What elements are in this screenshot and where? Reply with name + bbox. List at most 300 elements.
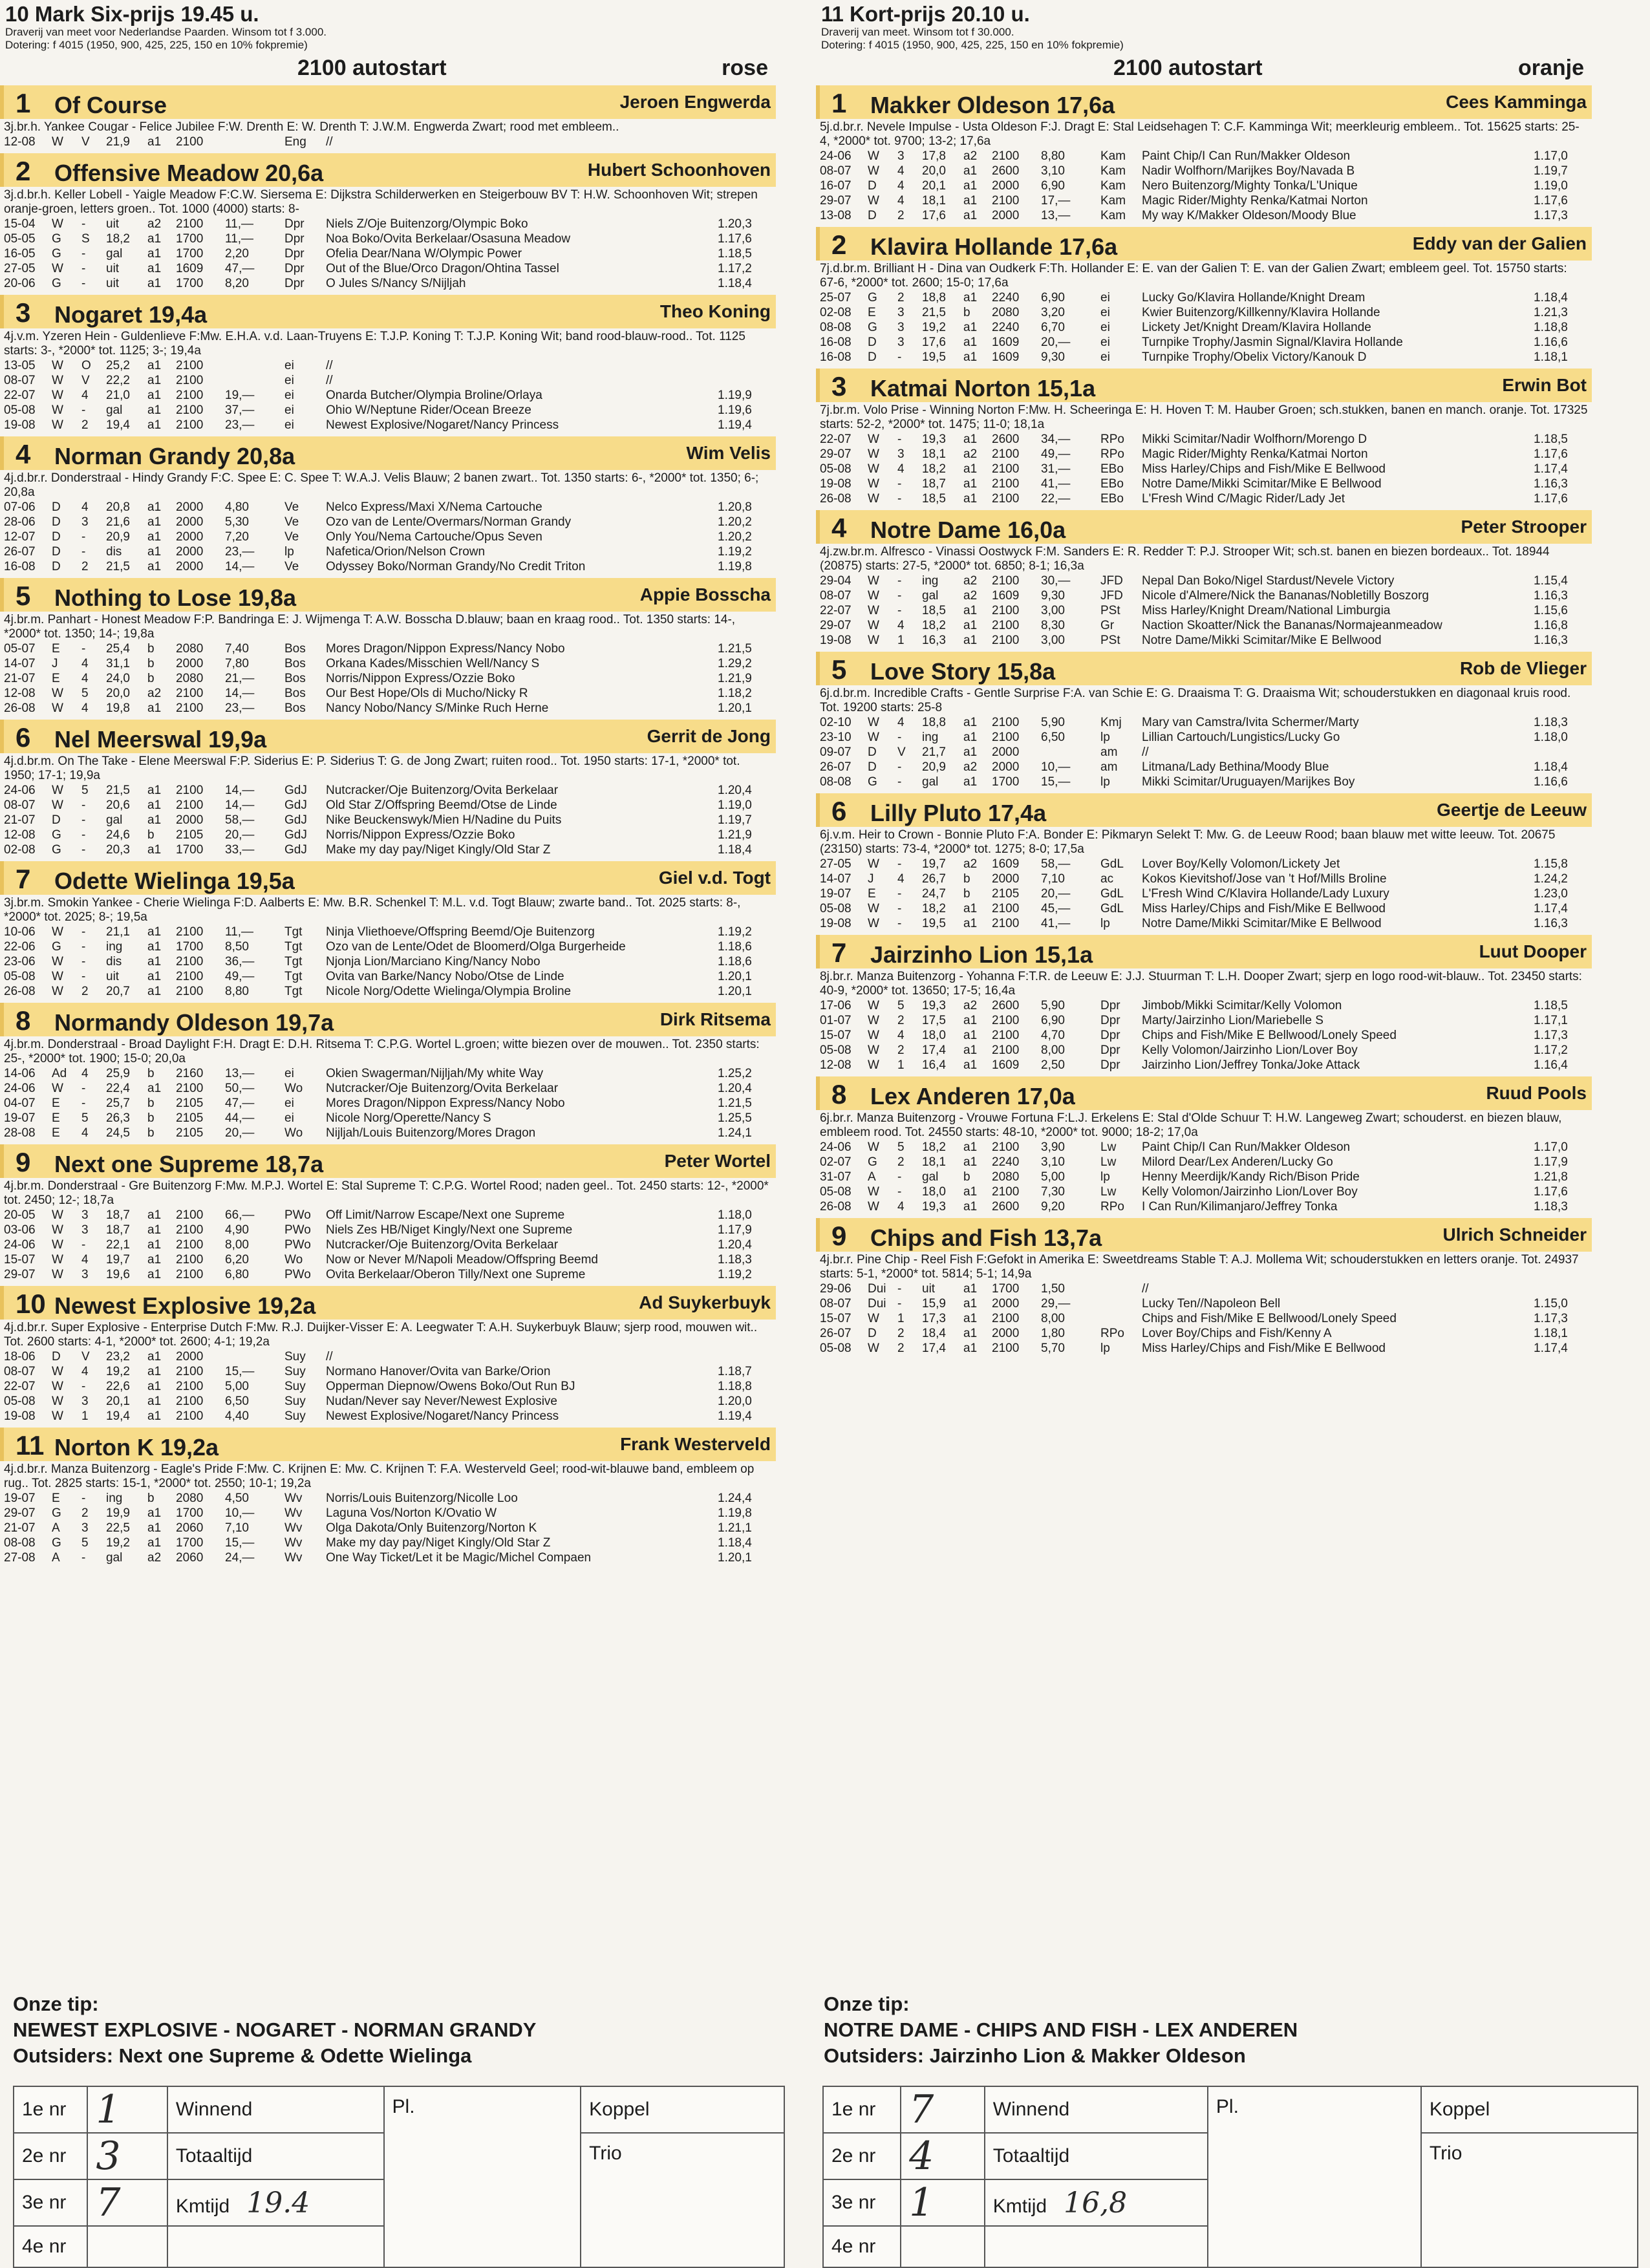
horse-number: 5 bbox=[16, 581, 31, 611]
result-top-three: Nepal Dan Boko/Nigel Stardust/Nevele Victory bbox=[1142, 574, 1395, 588]
result-prize: 17,— bbox=[1041, 194, 1071, 208]
result-best-time: 1.19,4 bbox=[718, 1409, 752, 1423]
result-best-time: 1.18,5 bbox=[718, 247, 752, 261]
result-top-three: Opperman Diepnow/Owens Boko/Out Run BJ bbox=[326, 1380, 575, 1393]
result-position: - bbox=[897, 350, 902, 364]
horse-results bbox=[816, 998, 1592, 1073]
result-top-three: Njonja Lion/Marciano King/Nancy Nobo bbox=[326, 955, 541, 968]
bet-type-cell[interactable] bbox=[167, 2086, 384, 2133]
result-row bbox=[4, 1394, 772, 1409]
result-distance: 2100 bbox=[992, 462, 1020, 476]
result-row bbox=[820, 1199, 1588, 1214]
result-date: 24-06 bbox=[820, 1140, 852, 1154]
result-top-three: Paint Chip/I Can Run/Makker Oldeson bbox=[1142, 1140, 1351, 1154]
result-date: 05-08 bbox=[4, 970, 36, 983]
result-driver: ei bbox=[284, 403, 294, 417]
bet-row-label: 3e nr bbox=[823, 2179, 901, 2226]
result-start: b bbox=[147, 1097, 155, 1110]
horse-pedigree-info: 4j.d.br.r. Manza Buitenzorg - Eagle's Pride F:Mw. C. Krijnen E: Mw. C. Krijnen T: F.A. Westerveld Geel; rood-wit-blauwe band, embleem op rug.. Tot. 2825 starts: 15-1, *2000* tot. 2550; 10-1; 19,2a bbox=[4, 1462, 755, 1490]
result-position: 4 bbox=[81, 672, 89, 685]
result-distance: 2100 bbox=[176, 1409, 204, 1423]
result-driver: ei bbox=[284, 1097, 294, 1110]
result-position: 5 bbox=[81, 784, 89, 797]
result-top-three: Make my day pay/Niget Kingly/Old Star Z bbox=[326, 1536, 551, 1550]
result-top-three: Mikki Scimitar/Nadir Wolfhorn/Morengo D bbox=[1142, 433, 1367, 446]
result-start: a1 bbox=[147, 560, 162, 573]
race-color: rose bbox=[722, 56, 768, 80]
result-prize: 6,20 bbox=[225, 1253, 249, 1267]
result-row bbox=[820, 432, 1588, 447]
result-time: 21,5 bbox=[106, 784, 130, 797]
result-top-three: One Way Ticket/Let it be Magic/Michel Compaen bbox=[326, 1551, 592, 1565]
result-track: D bbox=[52, 560, 61, 573]
result-best-time: 1.18,8 bbox=[1534, 321, 1568, 334]
result-track: W bbox=[868, 1140, 879, 1154]
pl-label: Pl. bbox=[392, 2096, 415, 2117]
result-row bbox=[4, 842, 772, 857]
result-driver: Wo bbox=[284, 1253, 303, 1267]
result-track: W bbox=[868, 149, 879, 163]
result-position: - bbox=[897, 1282, 902, 1296]
handwritten-number-cell[interactable] bbox=[901, 2179, 985, 2226]
result-driver: ei bbox=[1100, 306, 1110, 319]
result-distance: 2100 bbox=[176, 925, 204, 939]
result-time: 21,0 bbox=[106, 389, 130, 402]
result-best-time: 1.19,8 bbox=[718, 560, 752, 573]
result-track: E bbox=[52, 642, 60, 656]
result-date: 23-10 bbox=[820, 731, 852, 744]
horse-trainer: Peter Strooper bbox=[1461, 517, 1587, 537]
result-driver: Tgt bbox=[284, 970, 303, 983]
handwritten-number: 7 bbox=[909, 2087, 934, 2132]
horse-name: Lilly Pluto 17,4a bbox=[870, 800, 1047, 826]
result-track: E bbox=[52, 1126, 60, 1140]
result-best-time: 1.18,6 bbox=[718, 940, 752, 954]
result-start: a1 bbox=[147, 359, 162, 372]
result-best-time: 1.16,3 bbox=[1534, 589, 1568, 603]
result-date: 15-07 bbox=[820, 1029, 852, 1042]
result-track: Ad bbox=[52, 1067, 67, 1080]
horse-entry bbox=[0, 436, 776, 574]
result-driver: EBo bbox=[1100, 462, 1124, 476]
result-start: b bbox=[963, 872, 970, 886]
result-track: J bbox=[52, 657, 58, 670]
horse-pedigree-info: 7j.d.br.m. Brilliant H - Dina van Oudkerk F:Th. Hollander E: E. van der Galien T: E. van der Galien Zwart; embleem geel. Tot. 15750 starts: 67-6, *2000* tot. 2600; 15-0; 17,6a bbox=[820, 262, 1567, 290]
bet-row bbox=[14, 2086, 784, 2133]
result-start: b bbox=[147, 828, 155, 842]
result-track: W bbox=[52, 1223, 63, 1237]
result-date: 08-07 bbox=[820, 589, 852, 603]
result-time: 17,4 bbox=[922, 1043, 946, 1057]
result-top-three: Henny Meerdijk/Kandy Rich/Bison Pride bbox=[1142, 1170, 1360, 1184]
horse-results bbox=[0, 925, 776, 999]
horse-results bbox=[0, 500, 776, 574]
result-date: 19-08 bbox=[820, 634, 852, 647]
result-distance: 2100 bbox=[176, 1208, 204, 1222]
bet-type-cell[interactable] bbox=[985, 2133, 1208, 2179]
horse-entry bbox=[0, 720, 776, 857]
result-prize: 4,90 bbox=[225, 1223, 249, 1237]
result-time: 26,3 bbox=[106, 1111, 130, 1125]
result-prize: 6,90 bbox=[1041, 1014, 1065, 1027]
result-driver: Lw bbox=[1100, 1155, 1117, 1169]
result-time: 21,5 bbox=[922, 306, 946, 319]
bet-type-label: Kmtijd bbox=[175, 2195, 230, 2217]
horse-trainer: Frank Westerveld bbox=[620, 1434, 771, 1454]
result-driver: lp bbox=[1100, 1342, 1110, 1355]
horse-trainer: Dirk Ritsema bbox=[659, 1009, 771, 1029]
result-start: a1 bbox=[147, 970, 162, 983]
result-distance: 2100 bbox=[176, 1253, 204, 1267]
result-row bbox=[820, 290, 1588, 305]
result-prize: 1,50 bbox=[1041, 1282, 1065, 1296]
bet-type-cell[interactable] bbox=[985, 2086, 1208, 2133]
handwritten-number-cell[interactable] bbox=[87, 2179, 167, 2226]
result-driver: Kmj bbox=[1100, 716, 1122, 729]
horse-pedigree-info: 6j.d.br.m. Incredible Crafts - Gentle Surprise F:A. van Schie E: G. Draaisma T: G. Draaisma Wit; schouderstukken en diagonaal kruis rood. Tot. 19200 starts: 25-8 bbox=[820, 687, 1571, 714]
result-row bbox=[4, 134, 772, 149]
result-track: E bbox=[52, 1097, 60, 1110]
result-driver: Suy bbox=[284, 1365, 306, 1378]
result-time: 18,2 bbox=[922, 619, 946, 632]
result-driver: lp bbox=[1100, 1170, 1110, 1184]
result-date: 02-10 bbox=[820, 716, 852, 729]
handwritten-number-cell[interactable] bbox=[87, 2226, 167, 2267]
result-time: 18,0 bbox=[922, 1029, 946, 1042]
result-position: 1 bbox=[897, 1058, 905, 1072]
result-track: W bbox=[52, 1395, 63, 1408]
result-time: 22,6 bbox=[106, 1380, 130, 1393]
result-start: a1 bbox=[147, 1521, 162, 1535]
horse-name: Makker Oldeson 17,6a bbox=[870, 92, 1115, 118]
race-title: 11 Kort-prijs 20.10 u. bbox=[821, 2, 1030, 26]
result-date: 29-07 bbox=[4, 1506, 36, 1520]
result-date: 05-08 bbox=[820, 462, 852, 476]
result-row bbox=[820, 998, 1588, 1013]
result-position: - bbox=[81, 843, 86, 857]
result-row bbox=[820, 1311, 1588, 1326]
result-top-three: Litmana/Lady Bethina/Moody Blue bbox=[1142, 760, 1329, 774]
result-driver: ac bbox=[1100, 872, 1114, 886]
result-prize: 20,— bbox=[225, 1126, 255, 1140]
result-distance: 2000 bbox=[992, 745, 1020, 759]
result-distance: 2000 bbox=[176, 813, 204, 827]
result-time: 25,9 bbox=[106, 1067, 130, 1080]
result-track: W bbox=[52, 262, 63, 275]
result-row bbox=[820, 633, 1588, 648]
bet-type-cell[interactable] bbox=[167, 2226, 384, 2267]
result-prize: 2,50 bbox=[1041, 1058, 1065, 1072]
result-position: 4 bbox=[897, 619, 905, 632]
result-track: G bbox=[52, 1506, 61, 1520]
result-best-time: 1.17,6 bbox=[1534, 447, 1568, 461]
horse-header-bar bbox=[0, 1003, 776, 1036]
result-time: 18,0 bbox=[922, 1185, 946, 1199]
race-column-right bbox=[816, 0, 1592, 1356]
koppel-label[interactable]: Koppel bbox=[1421, 2086, 1638, 2133]
handwritten-number-cell[interactable] bbox=[901, 2086, 985, 2133]
result-row bbox=[820, 1281, 1588, 1296]
result-start: a1 bbox=[963, 902, 978, 915]
result-best-time: 1.19,6 bbox=[718, 403, 752, 417]
result-prize: 11,— bbox=[225, 232, 254, 246]
result-time: 18,7 bbox=[106, 1223, 130, 1237]
result-best-time: 1.23,0 bbox=[1534, 887, 1568, 901]
result-driver: Wv bbox=[284, 1506, 303, 1520]
handwritten-number-cell[interactable] bbox=[901, 2226, 985, 2267]
horse-results bbox=[0, 358, 776, 433]
result-distance: 2100 bbox=[176, 403, 204, 417]
result-date: 15-07 bbox=[4, 1253, 36, 1267]
horse-number: 10 bbox=[16, 1289, 46, 1319]
result-best-time: 1.20,1 bbox=[718, 970, 752, 983]
result-start: a1 bbox=[963, 731, 978, 744]
horse-number: 3 bbox=[16, 297, 31, 328]
result-distance: 2100 bbox=[176, 985, 204, 998]
result-date: 12-08 bbox=[820, 1058, 852, 1072]
bet-type-cell[interactable] bbox=[167, 2133, 384, 2179]
result-position: 3 bbox=[81, 1395, 89, 1408]
result-time: uit bbox=[106, 277, 120, 290]
horse-number: 9 bbox=[831, 1221, 847, 1251]
result-time: 17,6 bbox=[922, 209, 946, 222]
result-driver: Kam bbox=[1100, 149, 1126, 163]
result-date: 21-07 bbox=[4, 813, 36, 827]
result-time: 26,7 bbox=[922, 872, 946, 886]
result-start: b bbox=[147, 642, 155, 656]
handwritten-number-cell[interactable] bbox=[87, 2086, 167, 2133]
result-distance: 2600 bbox=[992, 1200, 1020, 1214]
result-start: a1 bbox=[963, 433, 978, 446]
result-best-time: 1.17,6 bbox=[718, 232, 752, 246]
result-prize: 47,— bbox=[225, 262, 255, 275]
result-prize: 9,20 bbox=[1041, 1200, 1065, 1214]
result-track: W bbox=[52, 359, 63, 372]
result-best-time: 1.17,9 bbox=[718, 1223, 752, 1237]
result-time: 17,8 bbox=[922, 149, 946, 163]
result-row bbox=[820, 603, 1588, 618]
result-distance: 2100 bbox=[992, 902, 1020, 915]
result-distance: 2240 bbox=[992, 291, 1020, 305]
result-date: 19-08 bbox=[820, 917, 852, 930]
horse-trainer: Erwin Bot bbox=[1502, 375, 1587, 395]
bet-type-cell[interactable] bbox=[985, 2179, 1208, 2226]
result-track: W bbox=[52, 389, 63, 402]
result-driver: RPo bbox=[1100, 447, 1124, 461]
result-prize: 10,— bbox=[1041, 760, 1071, 774]
handwritten-number-cell[interactable] bbox=[87, 2133, 167, 2179]
result-best-time: 1.25,2 bbox=[718, 1067, 752, 1080]
result-distance: 2105 bbox=[176, 828, 204, 842]
result-track: D bbox=[868, 760, 877, 774]
horse-entry bbox=[0, 578, 776, 716]
result-prize: 4,50 bbox=[225, 1492, 249, 1505]
result-start: a2 bbox=[963, 760, 978, 774]
handwritten-kmtijd: 19.4 bbox=[246, 2186, 310, 2220]
result-top-three: Nicole d'Almere/Nick the Bananas/Nobletilly Boszorg bbox=[1142, 589, 1429, 603]
result-track: D bbox=[52, 500, 61, 514]
result-driver: lp bbox=[1100, 775, 1110, 789]
result-row bbox=[820, 886, 1588, 901]
result-track: W bbox=[52, 1208, 63, 1222]
result-position: 2 bbox=[897, 209, 905, 222]
trio-label[interactable]: Trio bbox=[581, 2133, 784, 2267]
result-best-time: 1.20,4 bbox=[718, 1082, 752, 1095]
result-start: a1 bbox=[147, 530, 162, 544]
result-best-time: 1.19,9 bbox=[718, 389, 752, 402]
result-time: uit bbox=[106, 217, 120, 231]
result-top-three: Nancy Nobo/Nancy S/Minke Ruch Herne bbox=[326, 701, 549, 715]
result-top-three: Nutcracker/Oje Buitenzorg/Ovita Berkelaar bbox=[326, 1082, 559, 1095]
result-position: - bbox=[81, 940, 86, 954]
result-top-three: Laguna Vos/Norton K/Ovatio W bbox=[326, 1506, 497, 1520]
result-track: W bbox=[868, 447, 879, 461]
result-top-three: Our Best Hope/Ols di Mucho/Nicky R bbox=[326, 687, 528, 700]
result-driver: JFD bbox=[1100, 574, 1123, 588]
horse-trainer: Ad Suykerbuyk bbox=[639, 1292, 771, 1312]
pl-cell[interactable] bbox=[1208, 2086, 1421, 2267]
result-date: 26-07 bbox=[4, 545, 36, 559]
result-top-three: Lucky Go/Klavira Hollande/Knight Dream bbox=[1142, 291, 1366, 305]
result-track: W bbox=[868, 1014, 879, 1027]
horse-entry bbox=[0, 295, 776, 433]
result-date: 15-04 bbox=[4, 217, 36, 231]
result-track: D bbox=[868, 745, 877, 759]
result-driver: ei bbox=[284, 359, 294, 372]
result-driver: Kam bbox=[1100, 194, 1126, 208]
result-best-time bbox=[1534, 745, 1575, 760]
horse-number: 8 bbox=[16, 1005, 31, 1036]
result-start: a1 bbox=[147, 1208, 162, 1222]
result-position: 4 bbox=[81, 500, 89, 514]
result-start: a1 bbox=[147, 1395, 162, 1408]
koppel-label[interactable]: Koppel bbox=[581, 2086, 784, 2133]
result-track: G bbox=[868, 321, 877, 334]
result-time: dis bbox=[106, 545, 122, 559]
result-prize: 10,— bbox=[225, 1506, 255, 1520]
result-row bbox=[4, 969, 772, 984]
result-best-time: 1.20,4 bbox=[718, 784, 752, 797]
horse-pedigree-info: 4j.br.m. Panhart - Honest Meadow F:P. Bandringa E: J. Wijmenga T: A.W. Bosscha D.blauw; baan en kraag rood.. Tot. 1350 starts: 14-, *2000* tot. 1350; 14-; 19,8a bbox=[4, 613, 736, 641]
result-start: a1 bbox=[147, 545, 162, 559]
result-position: - bbox=[81, 247, 86, 261]
result-row bbox=[4, 500, 772, 515]
result-date: 24-06 bbox=[4, 1238, 36, 1252]
result-top-three: Norris/Nippon Express/Ozzie Boko bbox=[326, 828, 515, 842]
result-best-time: 1.19,8 bbox=[718, 1506, 752, 1520]
result-row bbox=[820, 1043, 1588, 1058]
result-prize: 4,80 bbox=[225, 500, 249, 514]
result-time: 20,3 bbox=[106, 843, 130, 857]
result-start: a1 bbox=[147, 1380, 162, 1393]
tip-section-right bbox=[824, 1991, 1298, 2069]
result-track: D bbox=[52, 813, 61, 827]
result-distance: 2100 bbox=[992, 1014, 1020, 1027]
result-time: 22,4 bbox=[106, 1082, 130, 1095]
result-time: 17,5 bbox=[922, 1014, 946, 1027]
result-top-three: Magic Rider/Mighty Renka/Katmai Norton bbox=[1142, 194, 1368, 208]
result-row bbox=[820, 1341, 1588, 1356]
pl-cell[interactable] bbox=[384, 2086, 581, 2267]
result-best-time: 1.17,3 bbox=[1534, 1029, 1568, 1042]
result-date: 18-06 bbox=[4, 1350, 36, 1364]
result-best-time: 1.16,6 bbox=[1534, 336, 1568, 349]
race-distance: 2100 autostart bbox=[1113, 56, 1263, 80]
result-position: 1 bbox=[897, 634, 905, 647]
horse-pedigree-info: 4j.br.r. Pine Chip - Reel Fish F:Gefokt in Amerika E: Sweetdreams Stable T: A.J. Mollema Wit; schouderstukken en letters oranje. Tot. 24937 starts: 5-1, *2000* tot. 5814; 5-1; 14,9a bbox=[820, 1253, 1579, 1281]
result-distance: 2100 bbox=[992, 917, 1020, 930]
result-date: 22-06 bbox=[4, 940, 36, 954]
result-driver: Wo bbox=[284, 1126, 303, 1140]
horse-pedigree-info: 6j.br.r. Manza Buitenzorg - Vrouwe Fortuna F:L.J. Erkelens E: Stal d'Olde Schuur T: H.W. Langeweg Zwart; schouderst. en biezen blauw, embleem rood. Tot. 24550 starts: 48-10, *2000* tot. 9000; 18-2; 17,0a bbox=[820, 1111, 1562, 1139]
result-top-three: Only You/Nema Cartouche/Opus Seven bbox=[326, 530, 542, 544]
result-track: W bbox=[868, 477, 879, 491]
result-prize: 1,80 bbox=[1041, 1327, 1065, 1340]
result-distance: 2000 bbox=[176, 560, 204, 573]
result-driver: ei bbox=[284, 1067, 294, 1080]
horse-name: Jairzinho Lion 15,1a bbox=[870, 941, 1093, 968]
bet-row-label: 1e nr bbox=[823, 2086, 901, 2133]
result-date: 24-06 bbox=[4, 784, 36, 797]
result-track: D bbox=[52, 515, 61, 529]
result-distance: 2000 bbox=[992, 760, 1020, 774]
result-time: 18,2 bbox=[922, 1140, 946, 1154]
result-position: O bbox=[81, 359, 91, 372]
result-driver: Lw bbox=[1100, 1140, 1117, 1154]
result-row bbox=[4, 559, 772, 574]
trio-label[interactable]: Trio bbox=[1421, 2133, 1638, 2267]
result-best-time: 1.19,0 bbox=[718, 798, 752, 812]
result-track: D bbox=[868, 179, 877, 193]
result-track: W bbox=[868, 1029, 879, 1042]
result-time: uit bbox=[922, 1282, 936, 1296]
bet-type-cell[interactable] bbox=[985, 2226, 1208, 2267]
result-prize: 11,— bbox=[225, 217, 254, 231]
result-position: - bbox=[81, 1380, 86, 1393]
result-best-time: 1.17,6 bbox=[1534, 1185, 1568, 1199]
result-time: 25,2 bbox=[106, 359, 130, 372]
result-top-three: Lillian Cartouch/Lungistics/Lucky Go bbox=[1142, 731, 1340, 744]
result-track: W bbox=[52, 403, 63, 417]
result-date: 04-07 bbox=[4, 1097, 36, 1110]
result-track: W bbox=[868, 433, 879, 446]
result-row bbox=[4, 530, 772, 544]
result-date: 08-07 bbox=[4, 798, 36, 812]
result-track: W bbox=[52, 1365, 63, 1378]
result-track: W bbox=[868, 1043, 879, 1057]
result-date: 25-07 bbox=[820, 291, 852, 305]
result-row bbox=[4, 261, 772, 276]
result-distance: 2100 bbox=[176, 687, 204, 700]
horse-name: Next one Supreme 18,7a bbox=[54, 1151, 324, 1177]
result-row bbox=[4, 1409, 772, 1424]
result-time: 21,1 bbox=[106, 925, 130, 939]
result-track: W bbox=[52, 985, 63, 998]
result-track: G bbox=[52, 1536, 61, 1550]
bet-type-label: Winnend bbox=[992, 2099, 1070, 2120]
result-time: 18,7 bbox=[106, 1208, 130, 1222]
handwritten-number-cell[interactable] bbox=[901, 2133, 985, 2179]
result-top-three: Niels Zes HB/Niget Kingly/Next one Supreme bbox=[326, 1223, 573, 1237]
result-time: 21,7 bbox=[922, 745, 946, 759]
result-time: 21,5 bbox=[106, 560, 130, 573]
result-position: 3 bbox=[897, 336, 905, 349]
bet-type-cell[interactable] bbox=[167, 2179, 384, 2226]
result-best-time: 1.19,2 bbox=[718, 545, 752, 559]
result-track: W bbox=[52, 798, 63, 812]
result-distance: 2080 bbox=[176, 642, 204, 656]
bet-row-label: 4e nr bbox=[823, 2226, 901, 2267]
